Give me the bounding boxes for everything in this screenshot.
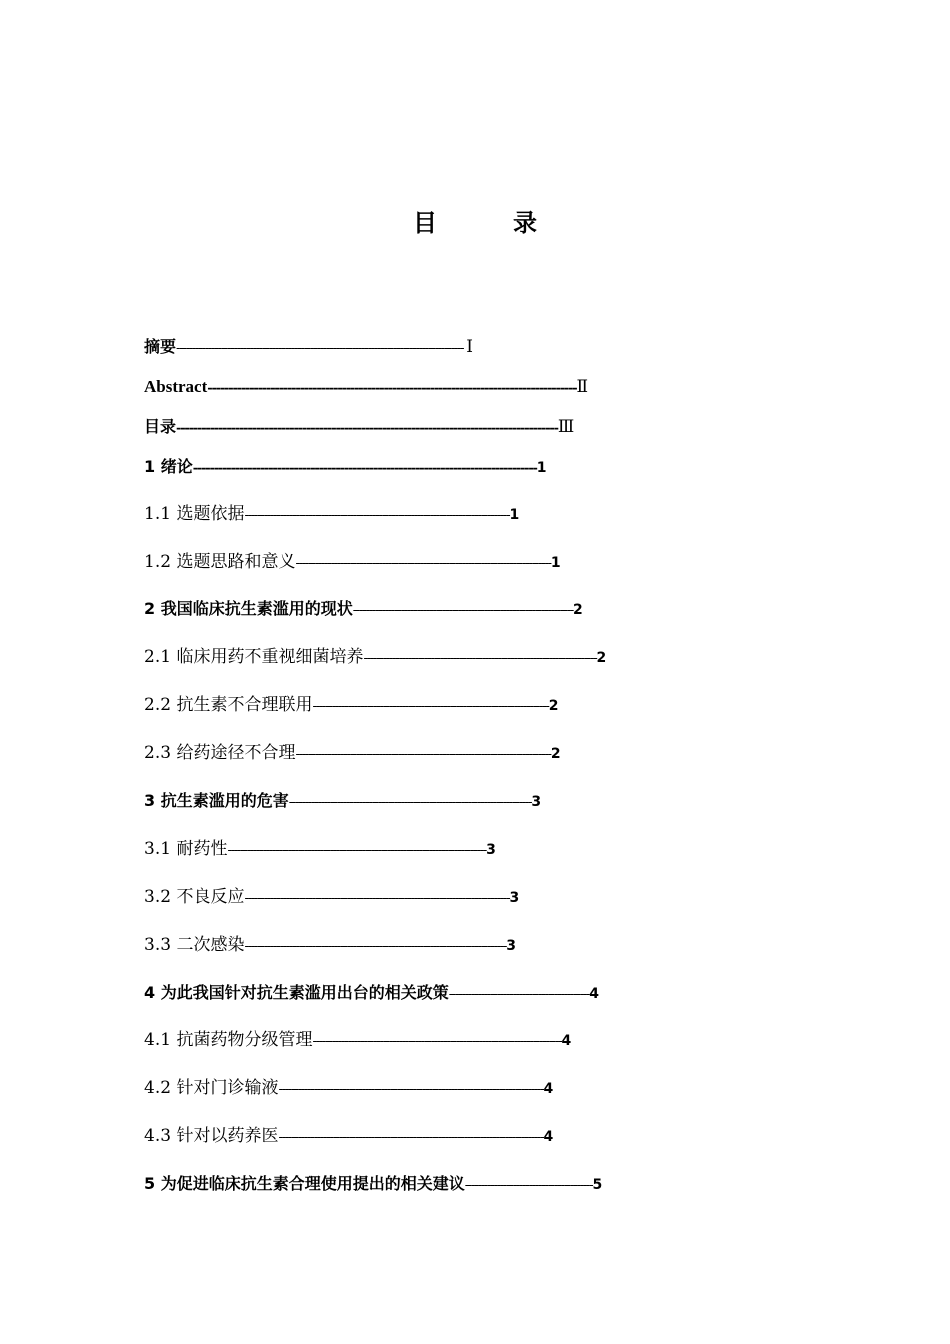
toc-leader: ------------------------------------------------------------------------------ (312, 1034, 562, 1049)
toc-entry-page: 5 (592, 1177, 603, 1193)
toc-entry-page: Ⅲ (557, 417, 575, 437)
toc-entry-2-3[interactable] (144, 741, 561, 765)
toc-entry-1-1[interactable] (144, 502, 519, 526)
toc-leader: ---------------------------------------- (464, 1178, 593, 1193)
toc-entry-page: 2 (548, 698, 559, 714)
page-title: 目 录 (413, 209, 563, 237)
toc-entry-page: 3 (486, 842, 496, 858)
toc-leader: --------------------------------------------------------------------- (352, 603, 574, 618)
toc-leader: ----------------------------------------------------------------------------------- (244, 891, 510, 906)
toc-entry-page: Ⅱ (576, 377, 589, 397)
toc-entry-page: 3 (531, 794, 542, 810)
toc-entry-label: 3.2 不良反应 (144, 887, 245, 907)
toc-entry-page: 4 (543, 1081, 554, 1097)
toc-leader: ------------------------------------------------------------------------------------------- (176, 421, 558, 436)
toc-entry-label: 2 我国临床抗生素滥用的现状 (144, 599, 353, 618)
toc-entry-label: 3.3 二次感染 (144, 935, 245, 955)
toc-entry-label: 2.2 抗生素不合理联用 (144, 695, 313, 715)
toc-entry-2-2[interactable] (144, 693, 558, 717)
toc-entry-4-2[interactable] (144, 1076, 553, 1100)
toc-entry-4-1[interactable] (144, 1028, 571, 1052)
toc-entry-3-3[interactable] (144, 933, 516, 957)
toc-entry-page: 1 (536, 460, 547, 476)
toc-entry-label: 目录 (144, 417, 177, 436)
toc-entry-label: 4 为此我国针对抗生素滥用出台的相关政策 (144, 983, 449, 1002)
toc-leader: -------------------------------------------------------------------------- (312, 699, 549, 714)
toc-entry-label: 2.3 给药途径不合理 (144, 743, 296, 763)
toc-entry-contents[interactable] (144, 415, 574, 439)
toc-entry-4-3[interactable] (144, 1124, 553, 1148)
toc-entry-page: 4 (561, 1033, 572, 1049)
toc-leader: ---------------------------------------------------------------------------------- (244, 939, 507, 954)
toc-leader: ----------------------------------------------------------------------------------- (278, 1082, 544, 1097)
toc-entry-page: 2 (550, 746, 561, 762)
toc-leader: -------------------------------------------------------------------------------- (295, 556, 551, 571)
toc-entry-2-1[interactable] (144, 645, 606, 669)
toc-entry-label: 1 绪论 (144, 457, 193, 476)
toc-entry-1-2[interactable] (144, 550, 561, 574)
toc-leader: ---------------------------------------------------------------------------- (288, 795, 532, 810)
toc-entry-page: Ⅰ (466, 337, 473, 357)
toc-entry-page: 3 (506, 938, 516, 954)
toc-entry-3-2[interactable] (144, 885, 519, 909)
toc-leader: -------------------------------------------------------------------------------- (295, 747, 551, 762)
toc-entry-page: 2 (596, 650, 607, 666)
toc-entry-label: 1.1 选题依据 (144, 504, 245, 524)
toc-entry-abstract-en[interactable] (144, 375, 588, 399)
toc-entry-label: 1.2 选题思路和意义 (144, 552, 296, 572)
toc-leader: ----------------------------------------------------------------------------------- (278, 1130, 544, 1145)
toc-leader: ----------------------------------------------------------------------------------- (244, 508, 510, 523)
toc-entry-page: 3 (509, 890, 520, 906)
toc-entry-page: 1 (509, 507, 520, 523)
toc-entry-3[interactable] (144, 789, 541, 813)
toc-entry-5[interactable] (144, 1172, 602, 1196)
toc-entry-4[interactable] (144, 981, 599, 1005)
toc-entry-label: 2.1 临床用药不重视细菌培养 (144, 647, 364, 667)
toc-entry-page: 2 (573, 602, 583, 618)
toc-leader: --------------------------------------------------------------------------------- (227, 843, 487, 858)
toc-entry-1[interactable] (144, 455, 547, 479)
toc-entry-page: 4 (589, 986, 599, 1002)
toc-entry-3-1[interactable] (144, 837, 496, 861)
toc-entry-2[interactable] (144, 597, 583, 621)
toc-entry-label: 3 抗生素滥用的危害 (144, 791, 289, 810)
toc-leader: ---------------------------------------------------------------------------------------- (207, 381, 577, 396)
toc-entry-page: 1 (550, 555, 561, 571)
toc-entry-label: Abstract (144, 377, 208, 396)
toc-entry-label: 摘要 (144, 337, 177, 356)
toc-entry-label: 4.2 针对门诊输液 (144, 1078, 279, 1098)
toc-leader: ---------------------------------------------------------------------------------- (192, 461, 537, 476)
toc-entry-label: 4.1 抗菌药物分级管理 (144, 1030, 313, 1050)
toc-entry-abstract-cn[interactable] (144, 335, 473, 359)
toc-entry-page: 4 (543, 1129, 554, 1145)
toc-entry-label: 4.3 针对以药养医 (144, 1126, 279, 1146)
toc-leader: ------------------------------------------------------------------------- (363, 651, 597, 666)
toc-entry-label: 3.1 耐药性 (144, 839, 228, 859)
toc-leader: -------------------------------------------- (448, 987, 590, 1002)
toc-entry-label: 5 为促进临床抗生素合理使用提出的相关建议 (144, 1174, 465, 1193)
toc-leader: ------------------------------------------------------------------------------------------ (176, 341, 467, 356)
